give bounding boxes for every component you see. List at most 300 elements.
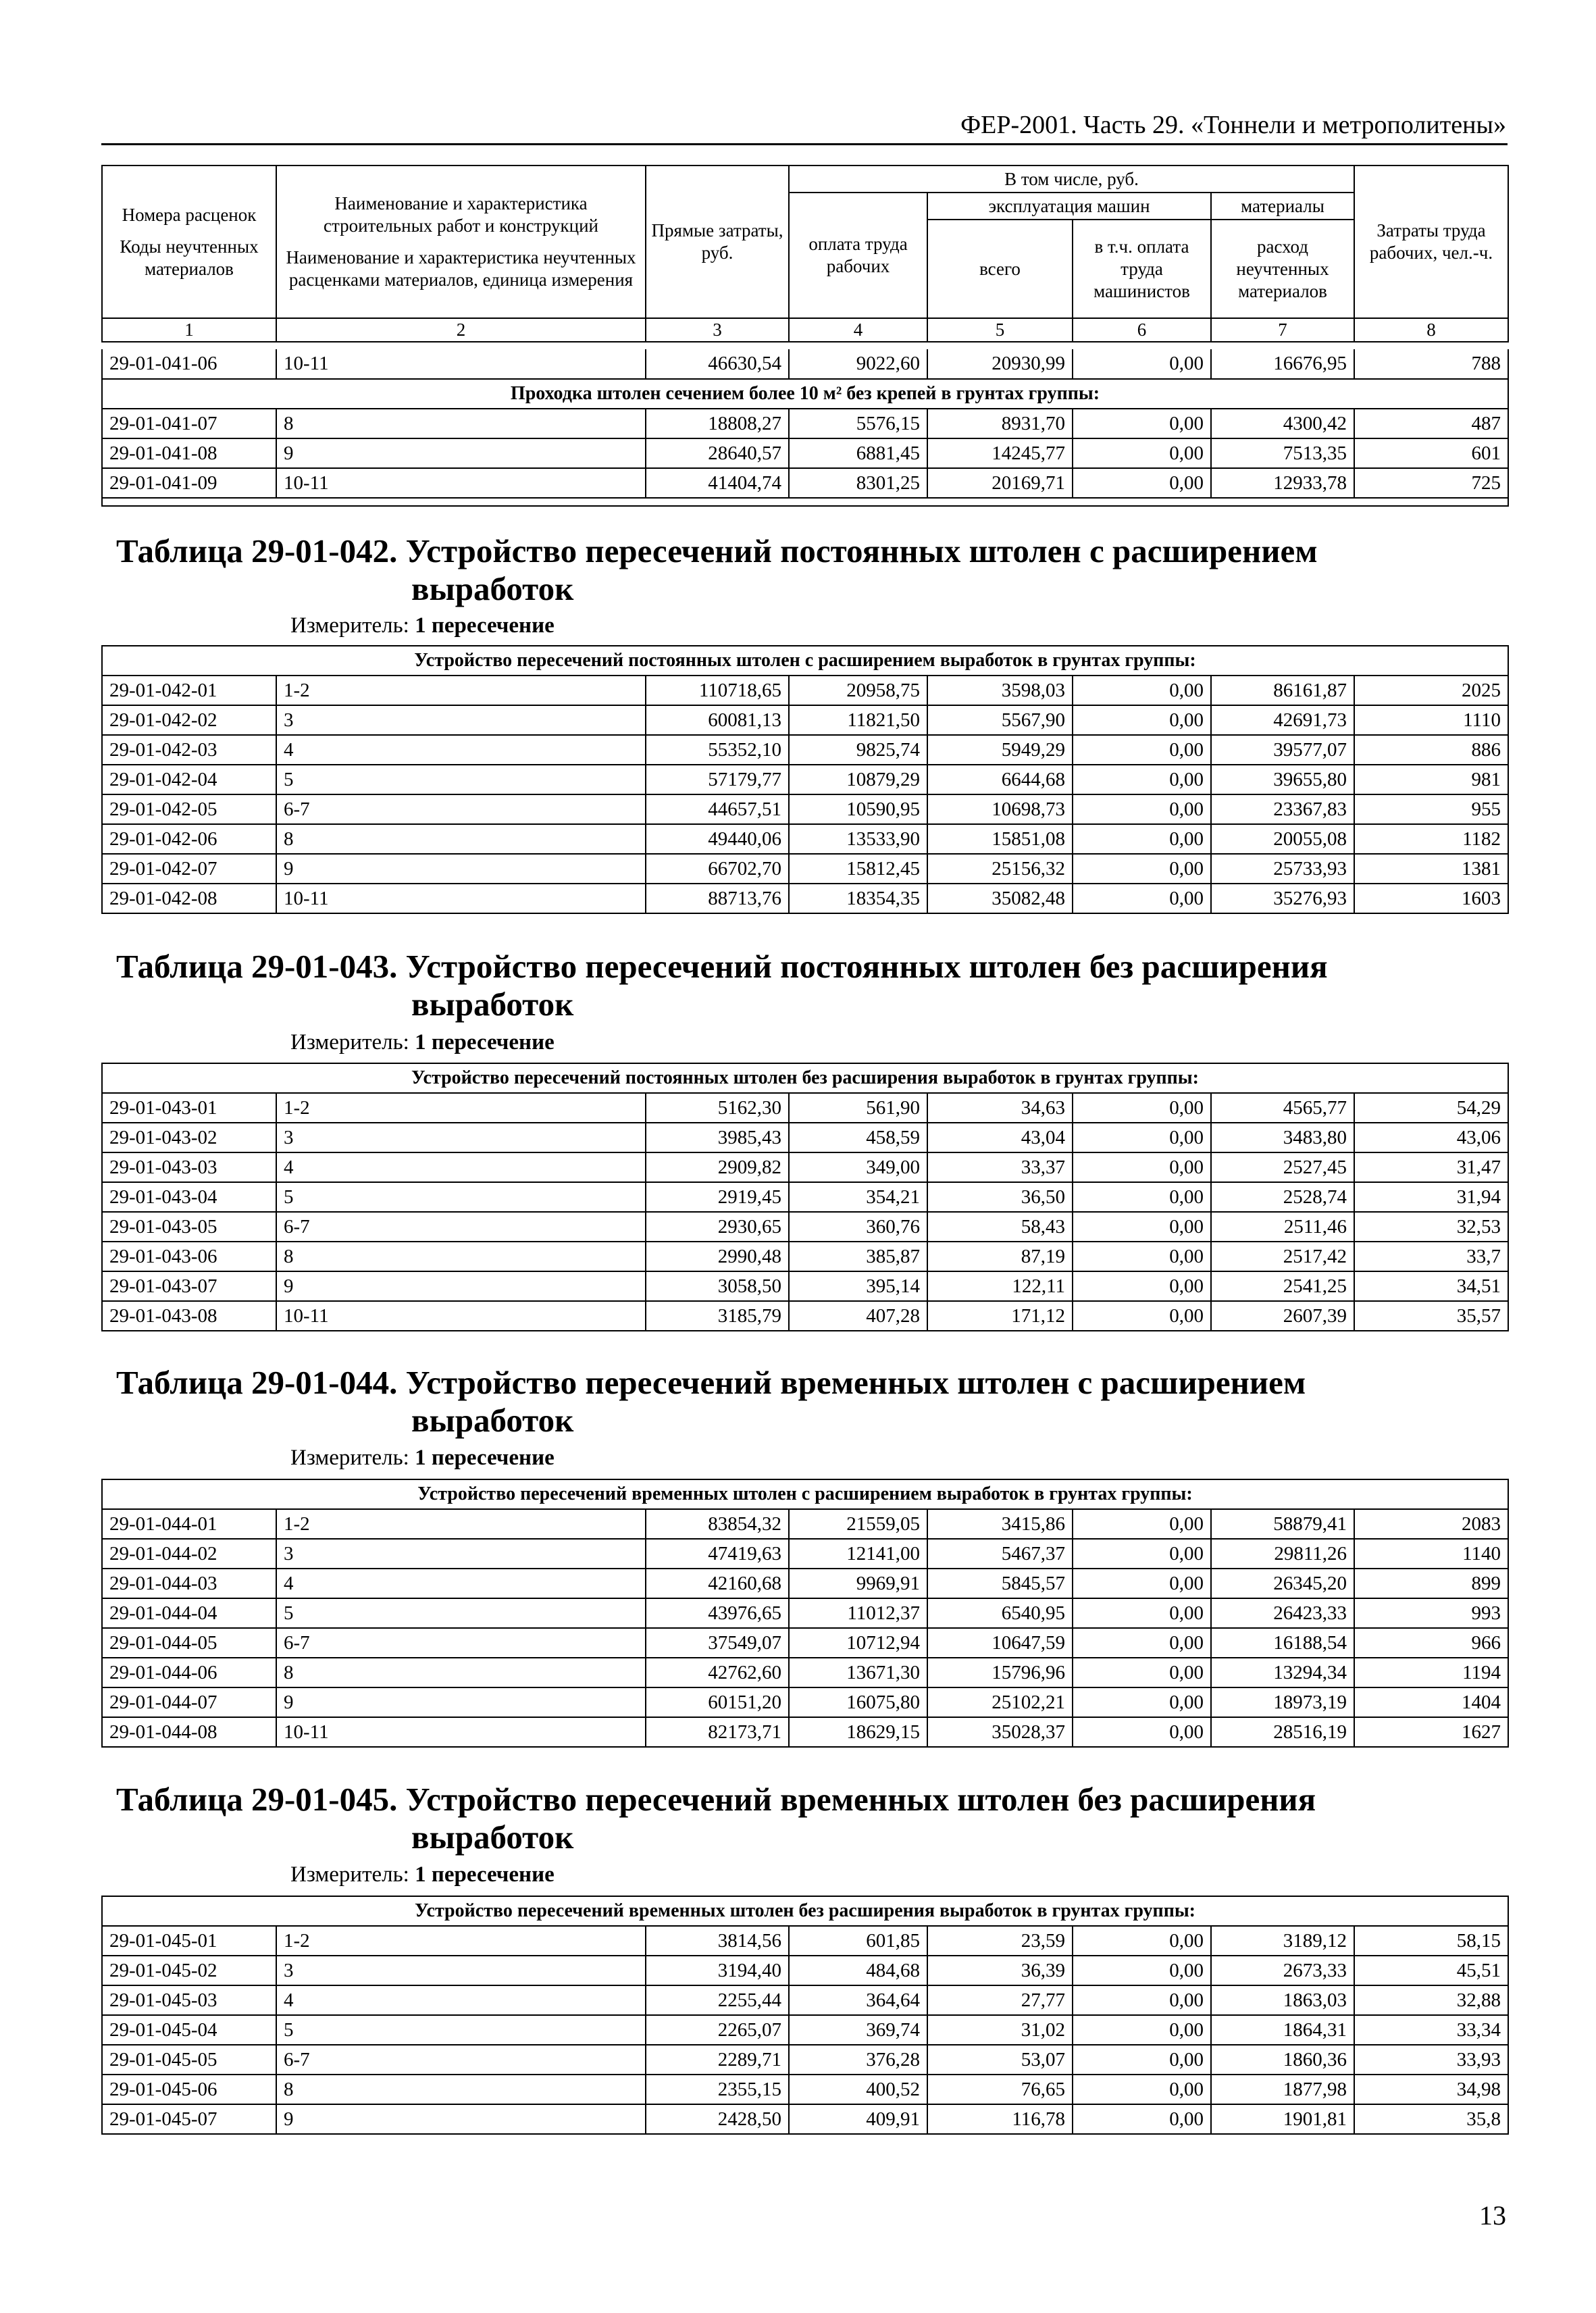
unit-of-measure (290, 1860, 555, 1889)
materials-cell: 16188,54 (1211, 1628, 1354, 1658)
page-number: 13 (1479, 2200, 1506, 2231)
rate-code-cell: 29-01-045-07 (102, 2104, 276, 2134)
soil-group-cell: 8 (276, 409, 646, 438)
header-including: В том числе, руб. (789, 166, 1354, 193)
labor-pay-cell: 360,76 (789, 1212, 927, 1242)
header-machines-total: всего (927, 220, 1073, 318)
rate-code-cell: 29-01-042-07 (102, 854, 276, 884)
table-row (102, 824, 1508, 854)
soil-group-cell: 10-11 (276, 1301, 646, 1331)
table-row (102, 1123, 1508, 1152)
materials-cell: 3189,12 (1211, 1926, 1354, 1956)
header-codes-bottom: Коды неучтенных материалов (120, 236, 259, 279)
rate-code-cell: 29-01-041-07 (102, 409, 276, 438)
machines-total-cell: 122,11 (927, 1271, 1073, 1301)
soil-group-cell: 10-11 (276, 468, 646, 498)
machines-operators-cell: 0,00 (1073, 765, 1211, 794)
rate-code-cell: 29-01-043-02 (102, 1123, 276, 1152)
labor-pay-cell: 16075,80 (789, 1687, 927, 1717)
table-title-line1: Таблица 29-01-042. Устройство пересечений постоянных штолен с расширением (116, 532, 1318, 569)
soil-group-cell: 9 (276, 2104, 646, 2134)
materials-cell: 2541,25 (1211, 1271, 1354, 1301)
labor-pay-cell: 15812,45 (789, 854, 927, 884)
materials-cell: 23367,83 (1211, 794, 1354, 824)
soil-group-cell: 4 (276, 1152, 646, 1182)
labor-costs-cell: 1182 (1354, 824, 1508, 854)
rate-code-cell: 29-01-045-02 (102, 1956, 276, 1985)
table-title (116, 1364, 1508, 1440)
rate-code-cell: 29-01-042-01 (102, 676, 276, 705)
table-row (102, 1628, 1508, 1658)
direct-costs-cell: 3814,56 (646, 1926, 789, 1956)
table-title (116, 532, 1508, 608)
labor-costs-cell: 35,8 (1354, 2104, 1508, 2134)
labor-costs-cell: 1194 (1354, 1658, 1508, 1687)
materials-cell: 2528,74 (1211, 1182, 1354, 1212)
machines-operators-cell: 0,00 (1073, 2045, 1211, 2075)
materials-cell: 2673,33 (1211, 1956, 1354, 1985)
labor-pay-cell: 349,00 (789, 1152, 927, 1182)
rates-table (101, 1063, 1509, 1331)
soil-group-cell: 1-2 (276, 1093, 646, 1123)
rate-code-cell: 29-01-043-03 (102, 1152, 276, 1182)
machines-total-cell: 15796,96 (927, 1658, 1073, 1687)
labor-costs-cell: 34,51 (1354, 1271, 1508, 1301)
materials-cell: 12933,78 (1211, 468, 1354, 498)
labor-pay-cell: 385,87 (789, 1242, 927, 1271)
direct-costs-cell: 46630,54 (646, 349, 789, 379)
labor-pay-cell: 20958,75 (789, 676, 927, 705)
materials-cell: 18973,19 (1211, 1687, 1354, 1717)
rate-code-cell: 29-01-044-03 (102, 1569, 276, 1598)
labor-costs-cell: 31,94 (1354, 1182, 1508, 1212)
materials-cell: 25733,93 (1211, 854, 1354, 884)
soil-group-cell: 1-2 (276, 1926, 646, 1956)
machines-operators-cell: 0,00 (1073, 1687, 1211, 1717)
table-row (102, 1956, 1508, 1985)
machines-total-cell: 33,37 (927, 1152, 1073, 1182)
table-row (102, 794, 1508, 824)
soil-group-cell: 1-2 (276, 1509, 646, 1539)
soil-group-cell: 9 (276, 438, 646, 468)
table-title-line1: Таблица 29-01-044. Устройство пересечений временных штолен с расширением (116, 1364, 1306, 1401)
table-row (102, 1658, 1508, 1687)
unit-label: Измеритель: (290, 613, 409, 638)
labor-costs-cell: 886 (1354, 735, 1508, 765)
soil-group-cell: 6-7 (276, 794, 646, 824)
machines-operators-cell: 0,00 (1073, 705, 1211, 735)
labor-costs-cell: 993 (1354, 1598, 1508, 1628)
header-names (276, 166, 646, 318)
table-row (102, 1687, 1508, 1717)
labor-costs-cell: 35,57 (1354, 1301, 1508, 1331)
rate-code-cell: 29-01-042-06 (102, 824, 276, 854)
unit-value: 1 пересечение (415, 1030, 555, 1054)
table-row (102, 1509, 1508, 1539)
header-index-1: 1 (102, 318, 276, 342)
direct-costs-cell: 2255,44 (646, 1985, 789, 2015)
materials-cell: 39577,07 (1211, 735, 1354, 765)
table-row (102, 1301, 1508, 1331)
rate-code-cell: 29-01-042-02 (102, 705, 276, 735)
machines-operators-cell: 0,00 (1073, 676, 1211, 705)
labor-costs-cell: 1140 (1354, 1539, 1508, 1569)
direct-costs-cell: 2990,48 (646, 1242, 789, 1271)
machines-total-cell: 53,07 (927, 2045, 1073, 2075)
machines-operators-cell: 0,00 (1073, 2104, 1211, 2134)
direct-costs-cell: 42762,60 (646, 1658, 789, 1687)
labor-costs-cell: 1404 (1354, 1687, 1508, 1717)
direct-costs-cell: 37549,07 (646, 1628, 789, 1658)
direct-costs-cell: 2909,82 (646, 1152, 789, 1182)
machines-total-cell: 36,50 (927, 1182, 1073, 1212)
machines-total-cell: 20169,71 (927, 468, 1073, 498)
rate-code-cell: 29-01-045-06 (102, 2075, 276, 2104)
section-row (102, 379, 1508, 409)
machines-operators-cell: 0,00 (1073, 1301, 1211, 1331)
machines-operators-cell: 0,00 (1073, 2015, 1211, 2045)
unit-of-measure (290, 1444, 555, 1472)
materials-cell: 26345,20 (1211, 1569, 1354, 1598)
direct-costs-cell: 57179,77 (646, 765, 789, 794)
table-title-line1: Таблица 29-01-045. Устройство пересечений временных штолен без расширения (116, 1781, 1316, 1818)
labor-pay-cell: 18629,15 (789, 1717, 927, 1747)
table-row (102, 854, 1508, 884)
direct-costs-cell: 82173,71 (646, 1717, 789, 1747)
labor-costs-cell: 32,53 (1354, 1212, 1508, 1242)
machines-operators-cell: 0,00 (1073, 1509, 1211, 1539)
labor-pay-cell: 5576,15 (789, 409, 927, 438)
rate-code-cell: 29-01-044-08 (102, 1717, 276, 1747)
table-row (102, 409, 1508, 438)
machines-operators-cell: 0,00 (1073, 1628, 1211, 1658)
rate-code-cell: 29-01-042-08 (102, 884, 276, 913)
direct-costs-cell: 88713,76 (646, 884, 789, 913)
rates-table-29-01-041 (101, 349, 1509, 507)
direct-costs-cell: 2289,71 (646, 2045, 789, 2075)
document-header: ФЕР-2001. Часть 29. «Тоннели и метрополитены» (960, 111, 1506, 139)
labor-costs-cell: 725 (1354, 468, 1508, 498)
labor-costs-cell: 966 (1354, 1628, 1508, 1658)
machines-total-cell: 36,39 (927, 1956, 1073, 1985)
labor-pay-cell: 11821,50 (789, 705, 927, 735)
machines-total-cell: 35082,48 (927, 884, 1073, 913)
machines-operators-cell: 0,00 (1073, 794, 1211, 824)
table-row (102, 735, 1508, 765)
machines-total-cell: 15851,08 (927, 824, 1073, 854)
machines-total-cell: 14245,77 (927, 438, 1073, 468)
rate-code-cell: 29-01-043-08 (102, 1301, 276, 1331)
header-codes (102, 166, 276, 318)
labor-costs-cell: 31,47 (1354, 1152, 1508, 1182)
table-row (102, 1539, 1508, 1569)
direct-costs-cell: 66702,70 (646, 854, 789, 884)
labor-costs-cell: 45,51 (1354, 1956, 1508, 1985)
machines-total-cell: 25102,21 (927, 1687, 1073, 1717)
direct-costs-cell: 2919,45 (646, 1182, 789, 1212)
unit-of-measure (290, 1028, 555, 1057)
rate-code-cell: 29-01-042-05 (102, 794, 276, 824)
rate-code-cell: 29-01-043-05 (102, 1212, 276, 1242)
machines-total-cell: 5467,37 (927, 1539, 1073, 1569)
machines-operators-cell: 0,00 (1073, 2075, 1211, 2104)
section-row (102, 1479, 1508, 1509)
unit-value: 1 пересечение (415, 613, 555, 638)
machines-total-cell: 116,78 (927, 2104, 1073, 2134)
labor-pay-cell: 11012,37 (789, 1598, 927, 1628)
soil-group-cell: 5 (276, 1598, 646, 1628)
direct-costs-cell: 3185,79 (646, 1301, 789, 1331)
rate-code-cell: 29-01-044-04 (102, 1598, 276, 1628)
direct-costs-cell: 2930,65 (646, 1212, 789, 1242)
table-title (116, 1781, 1508, 1856)
soil-group-cell: 3 (276, 705, 646, 735)
rate-code-cell: 29-01-044-02 (102, 1539, 276, 1569)
machines-total-cell: 3598,03 (927, 676, 1073, 705)
header-labor-pay: оплата труда рабочих (789, 193, 927, 318)
materials-cell: 1863,03 (1211, 1985, 1354, 2015)
header-index-5: 5 (927, 318, 1073, 342)
labor-pay-cell: 409,91 (789, 2104, 927, 2134)
labor-costs-cell: 1110 (1354, 705, 1508, 735)
materials-cell: 1877,98 (1211, 2075, 1354, 2104)
table-title-line1: Таблица 29-01-043. Устройство пересечений постоянных штолен без расширения (116, 948, 1328, 985)
section-heading: Устройство пересечений временных штолен без расширения выработок в грунтах группы: (102, 1896, 1508, 1926)
machines-operators-cell: 0,00 (1073, 1717, 1211, 1747)
machines-operators-cell: 0,00 (1073, 1569, 1211, 1598)
labor-pay-cell: 395,14 (789, 1271, 927, 1301)
header-materials-sub: расход неучтенных материалов (1211, 220, 1354, 318)
soil-group-cell: 8 (276, 1242, 646, 1271)
labor-costs-cell: 33,34 (1354, 2015, 1508, 2045)
materials-cell: 4565,77 (1211, 1093, 1354, 1123)
materials-cell: 2527,45 (1211, 1152, 1354, 1182)
header-machines: эксплуатация машин (927, 193, 1211, 220)
rate-code-cell: 29-01-041-09 (102, 468, 276, 498)
labor-pay-cell: 21559,05 (789, 1509, 927, 1539)
materials-cell: 1864,31 (1211, 2015, 1354, 2045)
table-row (102, 349, 1508, 379)
soil-group-cell: 5 (276, 2015, 646, 2045)
unit-label: Измеритель: (290, 1446, 409, 1470)
rate-code-cell: 29-01-044-07 (102, 1687, 276, 1717)
machines-operators-cell: 0,00 (1073, 1539, 1211, 1569)
table-row (102, 2015, 1508, 2045)
rates-table (101, 1479, 1509, 1748)
header-direct-costs: Прямые затраты, руб. (646, 166, 789, 318)
labor-pay-cell: 10879,29 (789, 765, 927, 794)
machines-total-cell: 35028,37 (927, 1717, 1073, 1747)
machines-operators-cell: 0,00 (1073, 1152, 1211, 1182)
table-row (102, 1182, 1508, 1212)
rates-table (101, 1896, 1509, 2135)
machines-total-cell: 25156,32 (927, 854, 1073, 884)
machines-total-cell: 23,59 (927, 1926, 1073, 1956)
labor-pay-cell: 9825,74 (789, 735, 927, 765)
rate-code-cell: 29-01-045-01 (102, 1926, 276, 1956)
direct-costs-cell: 60151,20 (646, 1687, 789, 1717)
rate-code-cell: 29-01-042-04 (102, 765, 276, 794)
direct-costs-cell: 83854,32 (646, 1509, 789, 1539)
direct-costs-cell: 44657,51 (646, 794, 789, 824)
soil-group-cell: 3 (276, 1123, 646, 1152)
soil-group-cell: 1-2 (276, 676, 646, 705)
labor-costs-cell: 899 (1354, 1569, 1508, 1598)
labor-costs-cell: 32,88 (1354, 1985, 1508, 2015)
table-row (102, 438, 1508, 468)
header-index-3: 3 (646, 318, 789, 342)
materials-cell: 2511,46 (1211, 1212, 1354, 1242)
machines-total-cell: 5567,90 (927, 705, 1073, 735)
machines-total-cell: 87,19 (927, 1242, 1073, 1271)
direct-costs-cell: 42160,68 (646, 1569, 789, 1598)
table-row (102, 884, 1508, 913)
header-rule (101, 143, 1508, 145)
header-index-6: 6 (1073, 318, 1211, 342)
soil-group-cell: 4 (276, 735, 646, 765)
section-row (102, 646, 1508, 676)
soil-group-cell: 8 (276, 1658, 646, 1687)
materials-cell: 13294,34 (1211, 1658, 1354, 1687)
soil-group-cell: 3 (276, 1956, 646, 1985)
materials-cell: 86161,87 (1211, 676, 1354, 705)
direct-costs-cell: 5162,30 (646, 1093, 789, 1123)
machines-total-cell: 6644,68 (927, 765, 1073, 794)
direct-costs-cell: 2355,15 (646, 2075, 789, 2104)
labor-pay-cell: 407,28 (789, 1301, 927, 1331)
labor-costs-cell: 58,15 (1354, 1926, 1508, 1956)
table-row (102, 2045, 1508, 2075)
direct-costs-cell: 3194,40 (646, 1956, 789, 1985)
table-row (102, 1212, 1508, 1242)
direct-costs-cell: 2428,50 (646, 2104, 789, 2134)
machines-total-cell: 6540,95 (927, 1598, 1073, 1628)
materials-cell: 16676,95 (1211, 349, 1354, 379)
labor-pay-cell: 12141,00 (789, 1539, 927, 1569)
direct-costs-cell: 3985,43 (646, 1123, 789, 1152)
soil-group-cell: 9 (276, 854, 646, 884)
labor-pay-cell: 10590,95 (789, 794, 927, 824)
machines-total-cell: 34,63 (927, 1093, 1073, 1123)
labor-costs-cell: 54,29 (1354, 1093, 1508, 1123)
soil-group-cell: 6-7 (276, 1212, 646, 1242)
soil-group-cell: 4 (276, 1569, 646, 1598)
rate-code-cell: 29-01-041-06 (102, 349, 276, 379)
unit-label: Измеритель: (290, 1862, 409, 1887)
labor-costs-cell: 788 (1354, 349, 1508, 379)
rate-code-cell: 29-01-043-01 (102, 1093, 276, 1123)
labor-costs-cell: 487 (1354, 409, 1508, 438)
labor-pay-cell: 561,90 (789, 1093, 927, 1123)
spacer-cell (102, 498, 1508, 506)
table-row (102, 1569, 1508, 1598)
table-row (102, 1271, 1508, 1301)
materials-cell: 4300,42 (1211, 409, 1354, 438)
direct-costs-cell: 55352,10 (646, 735, 789, 765)
labor-pay-cell: 6881,45 (789, 438, 927, 468)
machines-total-cell: 5845,57 (927, 1569, 1073, 1598)
machines-total-cell: 31,02 (927, 2015, 1073, 2045)
rate-code-cell: 29-01-045-04 (102, 2015, 276, 2045)
machines-operators-cell: 0,00 (1073, 1093, 1211, 1123)
labor-costs-cell: 1627 (1354, 1717, 1508, 1747)
labor-pay-cell: 601,85 (789, 1926, 927, 1956)
table-row (102, 1985, 1508, 2015)
labor-costs-cell: 33,93 (1354, 2045, 1508, 2075)
header-index-2: 2 (276, 318, 646, 342)
labor-pay-cell: 364,64 (789, 1985, 927, 2015)
section-heading: Устройство пересечений постоянных штолен без расширения выработок в грунтах группы: (102, 1063, 1508, 1093)
direct-costs-cell: 110718,65 (646, 676, 789, 705)
table-row (102, 468, 1508, 498)
labor-costs-cell: 601 (1354, 438, 1508, 468)
machines-total-cell: 27,77 (927, 1985, 1073, 2015)
materials-cell: 20055,08 (1211, 824, 1354, 854)
labor-costs-cell: 43,06 (1354, 1123, 1508, 1152)
machines-total-cell: 5949,29 (927, 735, 1073, 765)
labor-pay-cell: 484,68 (789, 1956, 927, 1985)
direct-costs-cell: 2265,07 (646, 2015, 789, 2045)
table-row (102, 1242, 1508, 1271)
machines-operators-cell: 0,00 (1073, 1926, 1211, 1956)
materials-cell: 58879,41 (1211, 1509, 1354, 1539)
labor-pay-cell: 9969,91 (789, 1569, 927, 1598)
machines-total-cell: 10647,59 (927, 1628, 1073, 1658)
direct-costs-cell: 18808,27 (646, 409, 789, 438)
machines-operators-cell: 0,00 (1073, 824, 1211, 854)
machines-operators-cell: 0,00 (1073, 1123, 1211, 1152)
soil-group-cell: 8 (276, 2075, 646, 2104)
section-heading: Проходка штолен сечением более 10 м² без крепей в грунтах группы: (102, 379, 1508, 409)
soil-group-cell: 9 (276, 1687, 646, 1717)
rate-code-cell: 29-01-041-08 (102, 438, 276, 468)
direct-costs-cell: 47419,63 (646, 1539, 789, 1569)
materials-cell: 1860,36 (1211, 2045, 1354, 2075)
table-title-line2: выработок (411, 570, 574, 607)
direct-costs-cell: 28640,57 (646, 438, 789, 468)
materials-cell: 29811,26 (1211, 1539, 1354, 1569)
soil-group-cell: 4 (276, 1985, 646, 2015)
machines-total-cell: 10698,73 (927, 794, 1073, 824)
soil-group-cell: 6-7 (276, 1628, 646, 1658)
machines-total-cell: 20930,99 (927, 349, 1073, 379)
materials-cell: 1901,81 (1211, 2104, 1354, 2134)
materials-cell: 2517,42 (1211, 1242, 1354, 1271)
rate-code-cell: 29-01-043-04 (102, 1182, 276, 1212)
table-row (102, 1152, 1508, 1182)
table-row (102, 1926, 1508, 1956)
rate-code-cell: 29-01-042-03 (102, 735, 276, 765)
table-title-line2: выработок (411, 1402, 574, 1439)
materials-cell: 7513,35 (1211, 438, 1354, 468)
machines-operators-cell: 0,00 (1073, 468, 1211, 498)
machines-operators-cell: 0,00 (1073, 854, 1211, 884)
labor-pay-cell: 400,52 (789, 2075, 927, 2104)
labor-costs-cell: 34,98 (1354, 2075, 1508, 2104)
unit-value: 1 пересечение (415, 1862, 555, 1887)
unit-of-measure (290, 611, 555, 640)
machines-total-cell: 8931,70 (927, 409, 1073, 438)
labor-costs-cell: 955 (1354, 794, 1508, 824)
unit-value: 1 пересечение (415, 1446, 555, 1470)
labor-costs-cell: 981 (1354, 765, 1508, 794)
soil-group-cell: 6-7 (276, 2045, 646, 2075)
header-labor-costs: Затраты труда рабочих, чел.-ч. (1354, 166, 1508, 318)
header-index-8: 8 (1354, 318, 1508, 342)
materials-cell: 42691,73 (1211, 705, 1354, 735)
labor-pay-cell: 9022,60 (789, 349, 927, 379)
materials-cell: 39655,80 (1211, 765, 1354, 794)
